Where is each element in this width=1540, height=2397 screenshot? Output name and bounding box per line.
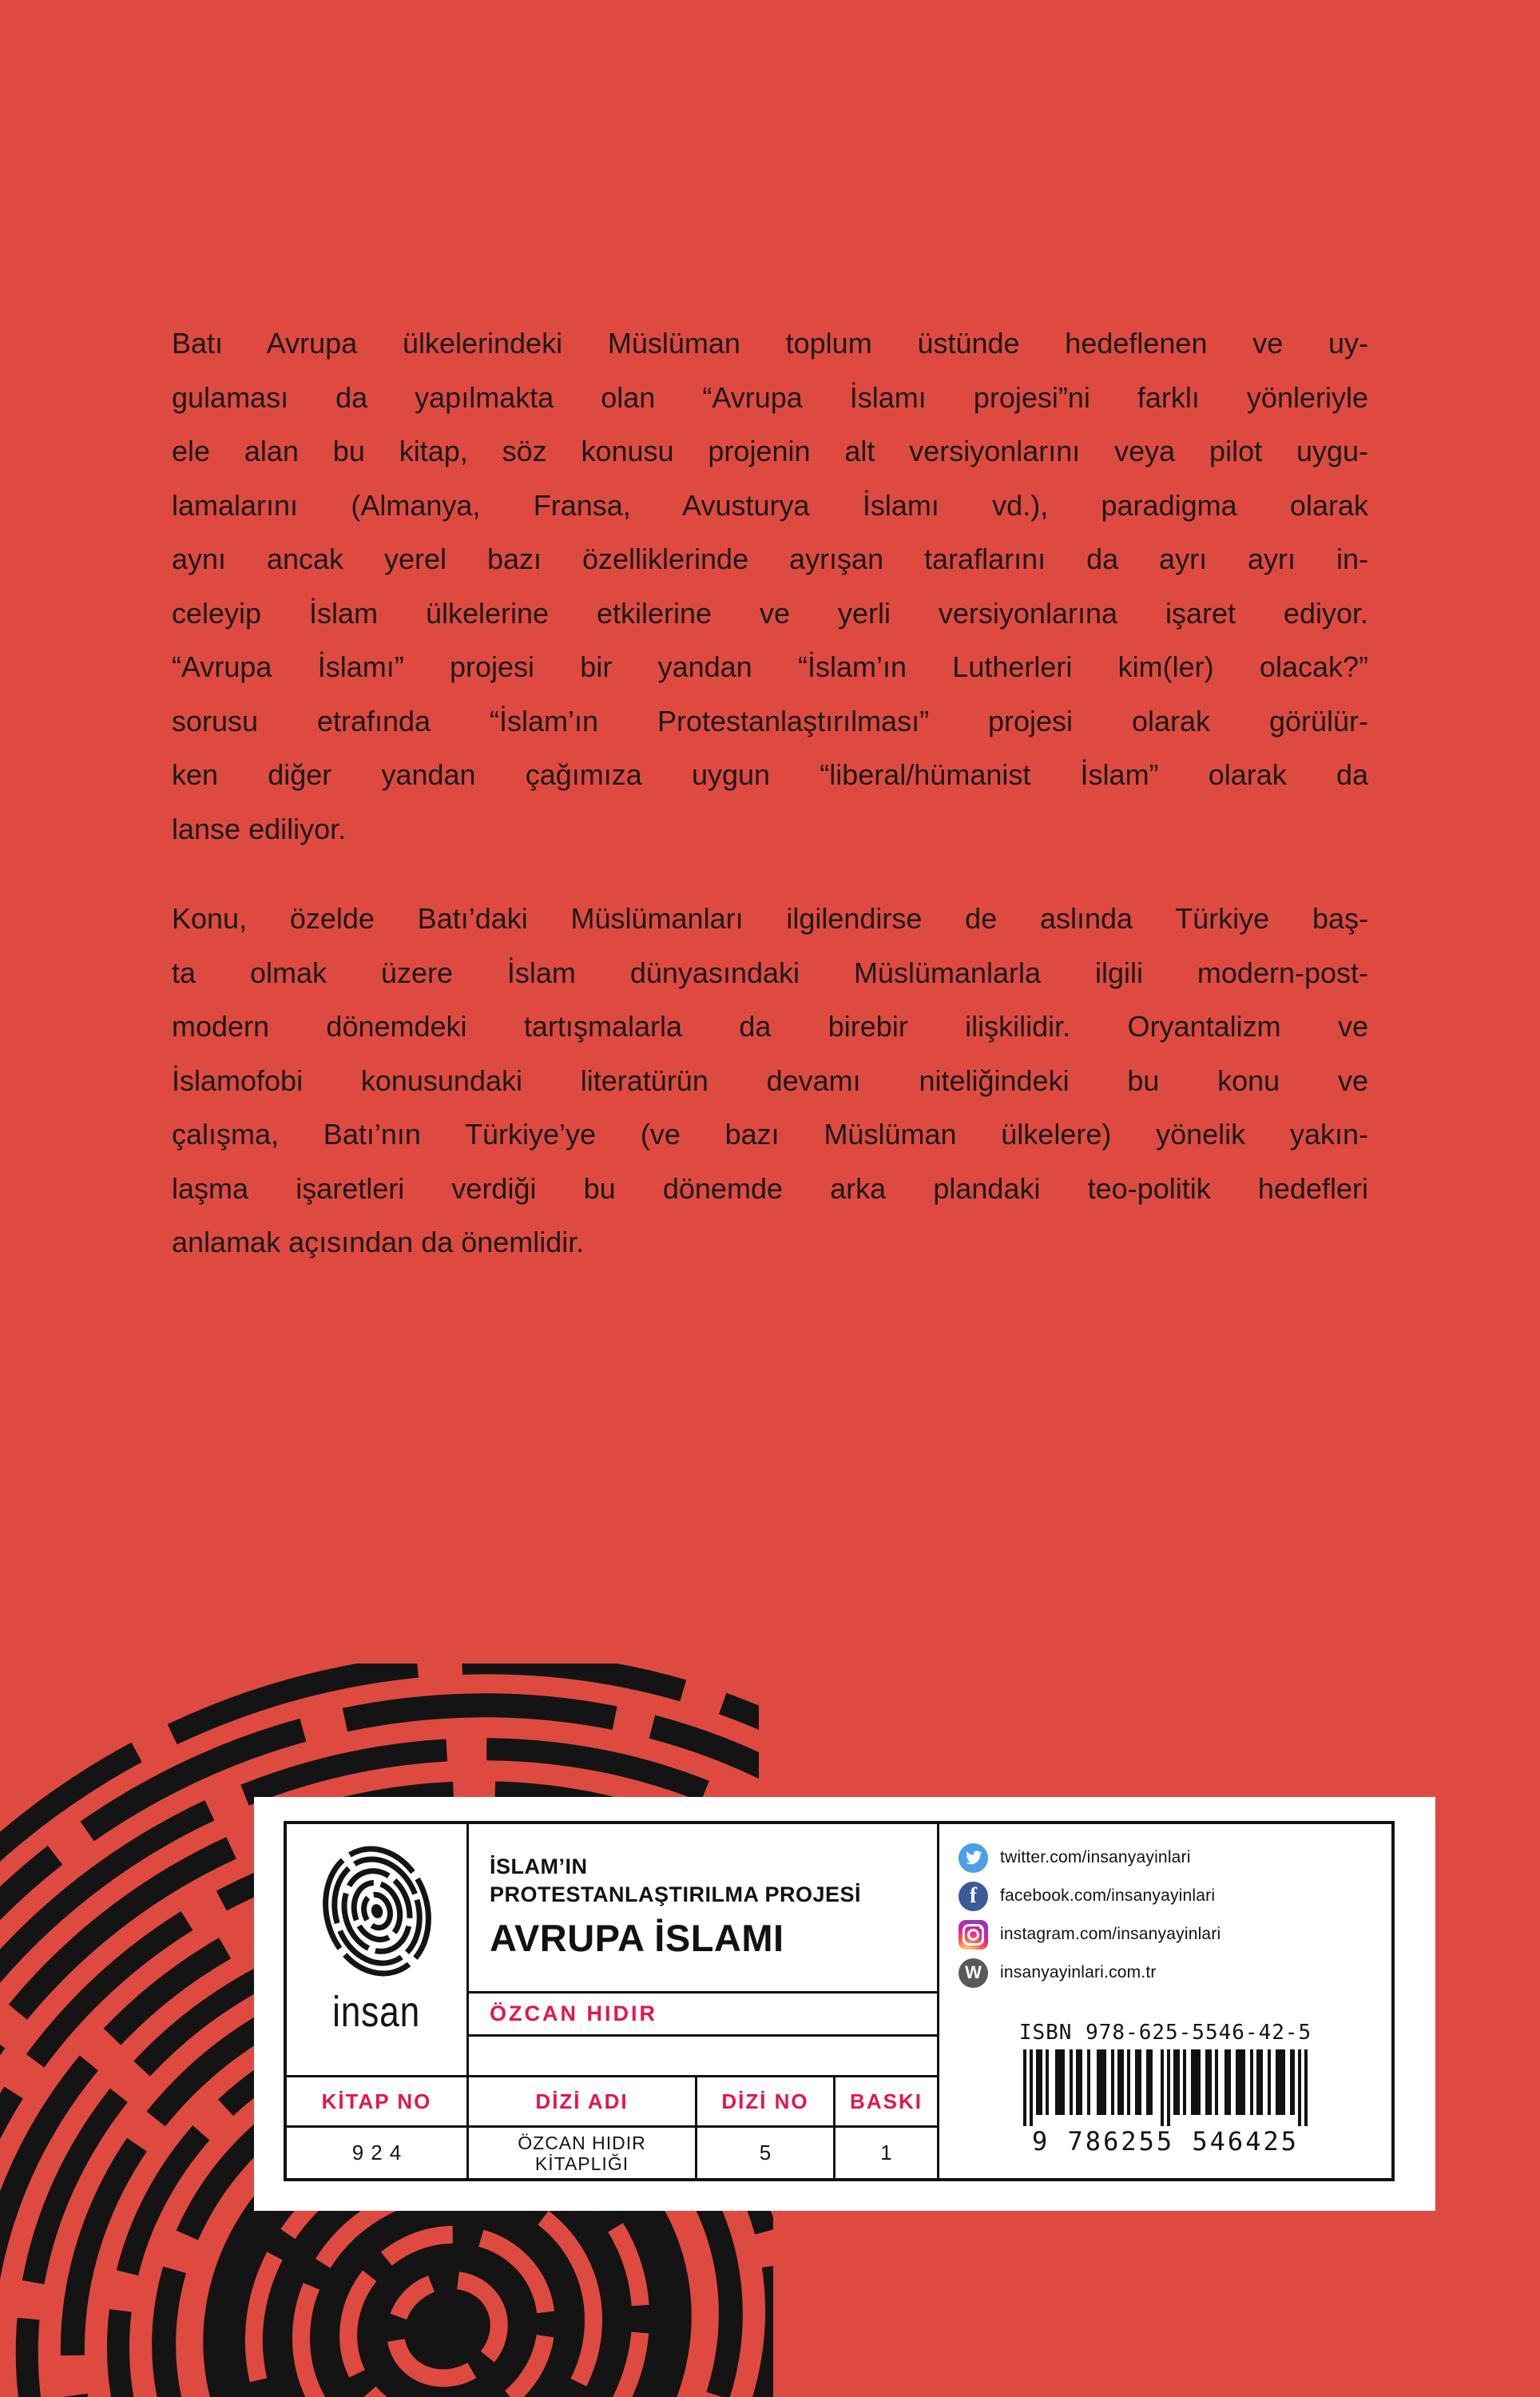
synopsis-paragraph-1 xyxy=(172,316,1368,856)
synopsis-line: “Avrupa İslamı” projesi bir yandan “İslam’ın Lutherleri kim(ler) olacak?” xyxy=(172,650,1368,683)
instagram-url: instagram.com/insanyayinlari xyxy=(1000,1925,1221,1943)
social-links xyxy=(959,1838,1383,1992)
series-title-line2: PROTESTANLAŞTIRILMA PROJESİ xyxy=(490,1882,862,1906)
table-value-baski: 1 xyxy=(880,2141,892,2164)
synopsis xyxy=(172,316,1368,1270)
fingerprint-logo-icon xyxy=(317,1843,437,1979)
isbn-label: ISBN 978-625-5546-42-5 xyxy=(1018,2021,1312,2045)
publisher-logo xyxy=(287,1824,469,2075)
empty-cell xyxy=(469,2037,937,2075)
synopsis-line: anlamak açısından da önemlidir. xyxy=(172,1226,585,1258)
social-row-website xyxy=(959,1954,1383,1992)
synopsis-line: ele alan bu kitap, söz konusu projenin alt versiyonlarını veya pilot uygu- xyxy=(172,435,1368,467)
instagram-lens xyxy=(967,1929,979,1941)
synopsis-line: İslamofobi konusundaki literatürün devamı niteliğindeki bu konu ve xyxy=(172,1063,1368,1097)
synopsis-line: lanse ediliyor. xyxy=(172,812,347,845)
social-row-twitter xyxy=(959,1838,1383,1877)
social-row-facebook xyxy=(959,1877,1383,1915)
isbn-barcode xyxy=(1023,2049,1308,2126)
website-url: insanyayinlari.com.tr xyxy=(1000,1963,1157,1982)
isbn-block xyxy=(939,2021,1391,2157)
facebook-icon xyxy=(959,1882,988,1911)
twitter-icon xyxy=(959,1843,988,1873)
table-value-dizi-adi xyxy=(469,2128,697,2178)
social-row-instagram xyxy=(959,1915,1383,1954)
contact-section xyxy=(937,1824,1391,2178)
synopsis-line: ta olmak üzere İslam dünyasındaki Müslümanlarla ilgili modern-post- xyxy=(172,956,1368,989)
synopsis-line: sorusu etrafında “İslam’ın Protestanlaştırılması” projesi olarak görülür- xyxy=(172,704,1368,737)
publisher-panel xyxy=(254,1797,1435,2211)
book-title-block xyxy=(469,1824,937,1994)
synopsis-line: çalışma, Batı’nın Türkiye’ye (ve bazı Müslüman ülkelere) yönelik yakın- xyxy=(172,1118,1368,1151)
synopsis-line: aynı ancak yerel bazı özelliklerinde ayrışan taraflarını da ayrı ayrı in- xyxy=(172,543,1368,575)
series-title-line1: İSLAM’IN xyxy=(490,1854,588,1878)
synopsis-line: celeyip İslam ülkelerine etkilerine ve yerli versiyonlarına işaret ediyor. xyxy=(172,596,1368,630)
web-icon xyxy=(959,1958,988,1988)
dizi-adi-line1: ÖZCAN HIDIR xyxy=(518,2132,646,2153)
table-header-dizi-adi: DİZİ ADI xyxy=(469,2075,697,2128)
instagram-icon xyxy=(959,1920,988,1950)
synopsis-line: ken diğer yandan çağımıza uygun “liberal/hümanist İslam” olarak da xyxy=(172,758,1368,791)
synopsis-line: gulaması da yapılmakta olan “Avrupa İslamı projesi”ni farklı yönleriyle xyxy=(172,380,1368,414)
isbn-digits: 9 786255 546425 xyxy=(1032,2126,1299,2157)
synopsis-paragraph-2 xyxy=(172,892,1368,1270)
table-value-kitap-no: 924 xyxy=(287,2128,469,2178)
facebook-url: facebook.com/insanyayinlari xyxy=(1000,1886,1216,1905)
synopsis-line: Batı Avrupa ülkelerindeki Müslüman toplum üstünde hedeflenen ve uy- xyxy=(172,327,1368,360)
synopsis-line: lamalarını (Almanya, Fransa, Avusturya İslamı vd.), paradigma olarak xyxy=(172,488,1368,522)
synopsis-line: Konu, özelde Batı’daki Müslümanları ilgilendirse de aslında Türkiye baş- xyxy=(172,902,1368,935)
author-name xyxy=(469,1994,937,2037)
table-header-baski: BASKI xyxy=(835,2075,937,2128)
twitter-url: twitter.com/insanyayinlari xyxy=(1000,1848,1191,1866)
author-label: ÖZCAN HIDIR xyxy=(490,2001,657,2025)
book-title: AVRUPA İSLAMI xyxy=(490,1917,784,1959)
publisher-info-box xyxy=(284,1821,1395,2181)
table-header-kitap-no: KİTAP NO xyxy=(287,2075,469,2128)
dizi-adi-line2: KİTAPLIĞI xyxy=(534,2153,629,2174)
table-value-dizi-no: 5 xyxy=(697,2128,835,2178)
synopsis-line: modern dönemdeki tartışmalarla da birebir ilişkilidir. Oryantalizm ve xyxy=(172,1010,1368,1043)
synopsis-line: laşma işaretleri verdiği bu dönemde arka plandaki teo-politik hedefleri xyxy=(172,1171,1368,1205)
instagram-dot xyxy=(979,1926,982,1929)
table-header-dizi-no: DİZİ NO xyxy=(697,2075,835,2128)
publisher-wordmark: insan xyxy=(332,1988,421,2036)
